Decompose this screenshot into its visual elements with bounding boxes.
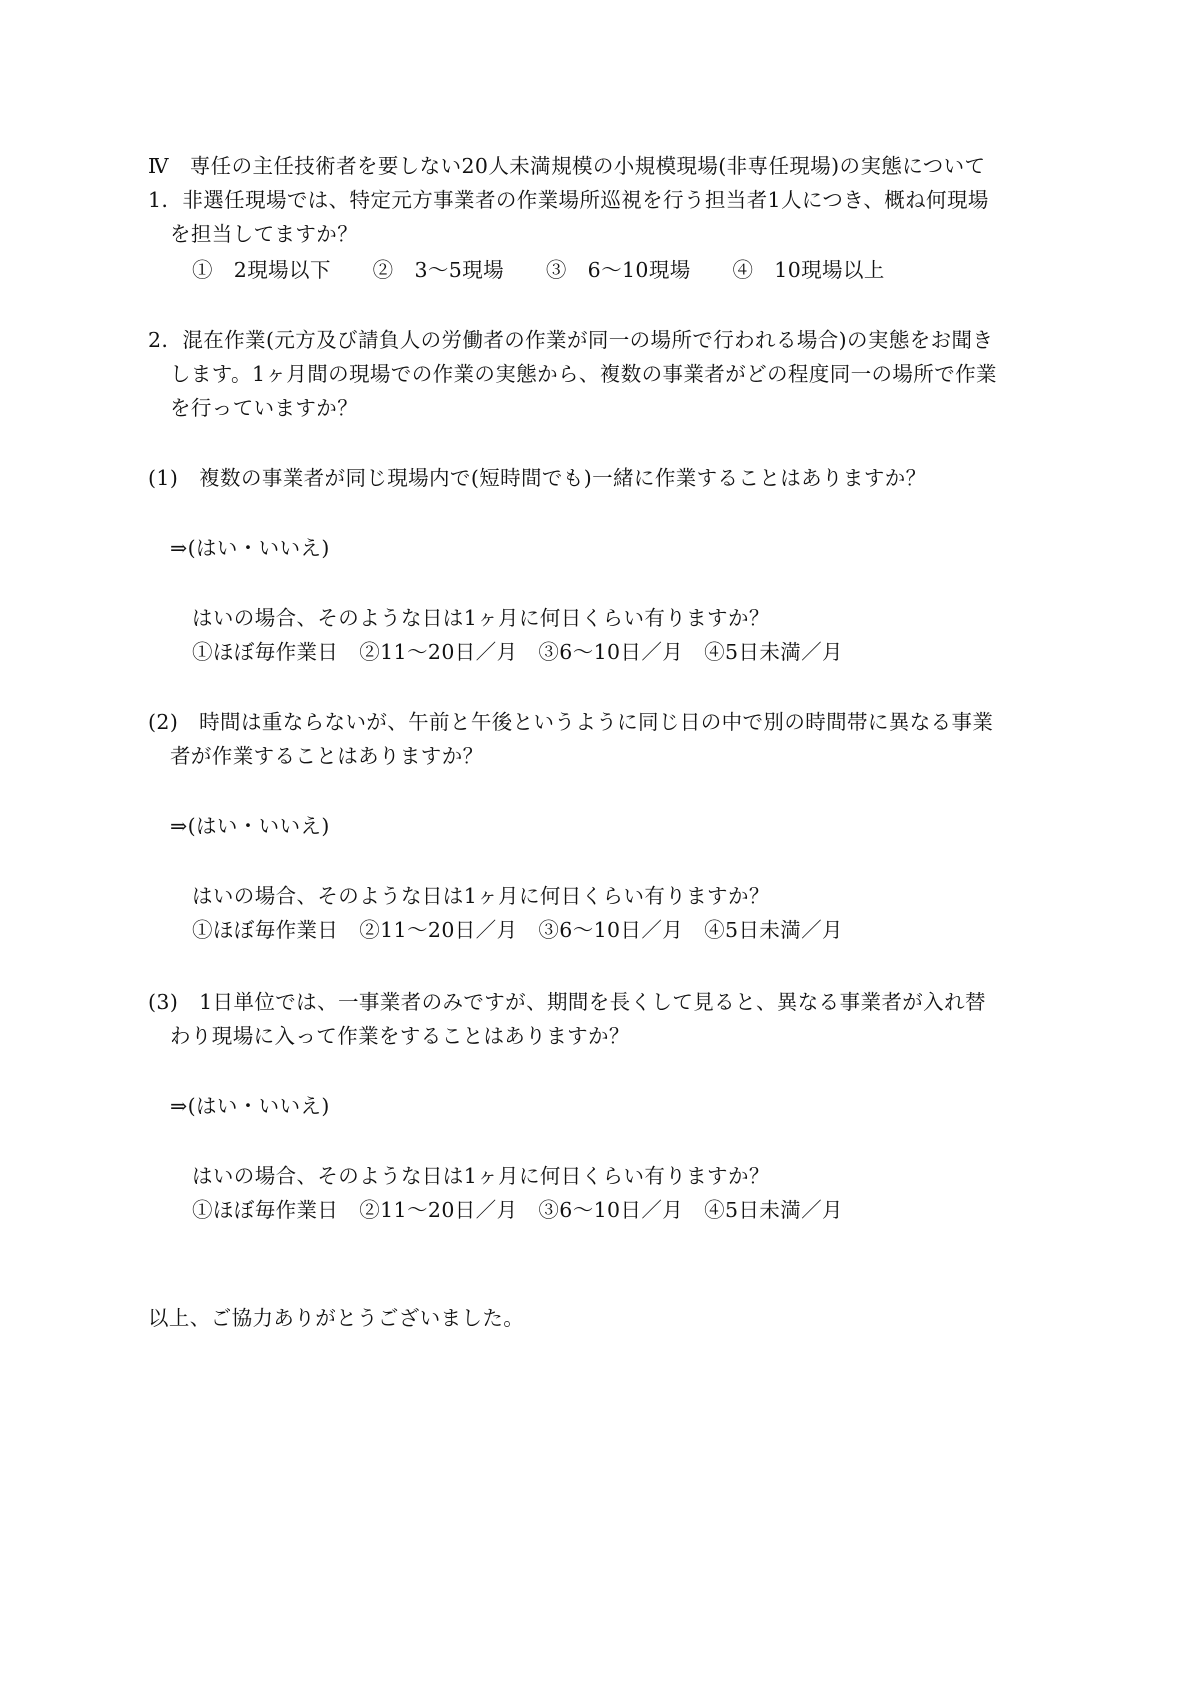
question-2-line-2: します。1ヶ月間の現場での作業の実態から、複数の事業者がどの程度同一の場所で作業 — [170, 362, 997, 386]
sub-question-3-line-2: わり現場に入って作業をすることはありますか？ — [170, 1024, 630, 1048]
sub-question-1-answer: ⇒(はい・いいえ) — [170, 536, 330, 560]
sub-question-3-line-1: (3) 1日単位では、一事業者のみですが、期間を長くして見ると、異なる事業者が入れ替 — [148, 990, 986, 1014]
sub-question-2-line-2: 者が作業することはありますか？ — [170, 744, 484, 768]
sub-question-3-followup: はいの場合、そのような日は1ヶ月に何日くらい有りますか？ — [192, 1164, 770, 1188]
section-title: Ⅳ 専任の主任技術者を要しない20人未満規模の小規模現場(非専任現場)の実態について — [148, 154, 986, 178]
sub-question-2-line-1: (2) 時間は重ならないが、午前と午後というように同じ日の中で別の時間帯に異なる事業 — [148, 710, 994, 734]
question-1-line-1: 1．非選任現場では、特定元方事業者の作業場所巡視を行う担当者1人につき、概ね何現場 — [148, 188, 989, 212]
sub-question-1-options: ①ほぼ毎作業日 ②11～20日／月 ③6～10日／月 ④5日未満／月 — [192, 640, 843, 664]
question-1-line-2: を担当してますか？ — [170, 222, 359, 246]
sub-question-1: (1) 複数の事業者が同じ現場内で(短時間でも)一緒に作業することはありますか？ — [148, 466, 927, 490]
closing-message: 以上、ご協力ありがとうございました。 — [148, 1306, 525, 1330]
sub-question-3-options: ①ほぼ毎作業日 ②11～20日／月 ③6～10日／月 ④5日未満／月 — [192, 1198, 843, 1222]
sub-question-2-options: ①ほぼ毎作業日 ②11～20日／月 ③6～10日／月 ④5日未満／月 — [192, 918, 843, 942]
question-1-options: ① 2現場以下 ② 3～5現場 ③ 6～10現場 ④ 10現場以上 — [192, 258, 885, 282]
question-2-line-1: 2．混在作業(元方及び請負人の労働者の作業が同一の場所で行われる場合)の実態をお聞き — [148, 328, 994, 352]
sub-question-3-answer: ⇒(はい・いいえ) — [170, 1094, 330, 1118]
sub-question-2-answer: ⇒(はい・いいえ) — [170, 814, 330, 838]
question-2-line-3: を行っていますか？ — [170, 396, 359, 420]
sub-question-1-followup: はいの場合、そのような日は1ヶ月に何日くらい有りますか？ — [192, 606, 770, 630]
sub-question-2-followup: はいの場合、そのような日は1ヶ月に何日くらい有りますか？ — [192, 884, 770, 908]
